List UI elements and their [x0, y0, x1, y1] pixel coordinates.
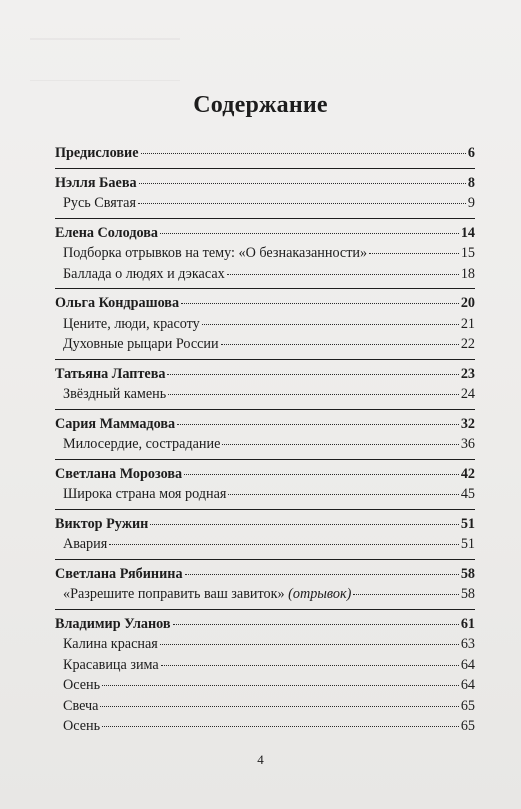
toc-author-entry[interactable]: [55, 173, 475, 194]
dot-leader: [109, 544, 459, 545]
toc-entry-title: Авария: [63, 536, 108, 552]
dot-leader: [185, 574, 459, 575]
toc-entry-title: Светлана Морозова: [55, 465, 183, 482]
toc-page-number: 9: [467, 195, 475, 211]
bleed-through-text: [30, 38, 180, 81]
dot-leader: [102, 726, 459, 727]
dot-leader: [167, 374, 458, 375]
toc-entry-title: Предисловие: [55, 145, 139, 161]
toc-page-number: 45: [460, 486, 475, 502]
section-divider: [55, 609, 475, 610]
toc-page-number: 22: [460, 336, 475, 352]
section-divider: [55, 359, 475, 360]
dot-leader: [202, 324, 459, 325]
toc-page-number: 65: [460, 718, 475, 734]
toc-page-number: 64: [460, 656, 475, 673]
toc-page-number: 58: [460, 565, 475, 582]
dot-leader: [141, 153, 466, 154]
toc-work-entry[interactable]: [55, 314, 475, 335]
toc-page-number: 6: [467, 145, 475, 161]
toc-work-entry[interactable]: [55, 243, 475, 264]
toc-work-entry[interactable]: [55, 193, 475, 214]
section-divider: [55, 559, 475, 560]
toc-work-entry[interactable]: [55, 584, 475, 605]
dot-leader: [222, 444, 458, 445]
dot-leader: [221, 344, 459, 345]
section-divider: [55, 168, 475, 169]
toc-page-number: 15: [460, 245, 475, 261]
toc-page-number: 42: [460, 465, 475, 482]
toc-entry-title: Широка страна моя родная: [63, 486, 227, 502]
toc-entry-title: Елена Солодова: [55, 224, 159, 241]
toc-entry-title: Татьяна Лаптева: [55, 365, 166, 382]
toc-work-entry[interactable]: [55, 696, 475, 717]
toc-entry-title: Калина красная: [63, 636, 158, 652]
toc-entry-title: Русь Святая: [63, 195, 136, 211]
toc-page-number: 18: [460, 265, 475, 282]
dot-leader: [353, 594, 458, 595]
toc-work-entry[interactable]: [55, 434, 475, 455]
toc-entry-title: Красавица зима: [63, 656, 159, 673]
toc-entry-title: Духовные рыцари России: [63, 336, 219, 352]
toc-page-number: 61: [460, 615, 475, 632]
dot-leader: [138, 203, 466, 204]
dot-leader: [139, 183, 466, 184]
toc-work-entry[interactable]: [55, 534, 475, 555]
dot-leader: [228, 494, 458, 495]
toc-work-entry[interactable]: [55, 264, 475, 285]
toc-work-entry[interactable]: [55, 655, 475, 676]
page-number: 4: [257, 752, 264, 767]
dot-leader: [177, 424, 459, 425]
toc-page-number: 51: [460, 515, 475, 532]
toc-author-entry[interactable]: [55, 293, 475, 314]
toc-page-number: 24: [460, 386, 475, 402]
toc-page-number: 65: [460, 697, 475, 714]
toc-page-number: 58: [460, 586, 475, 602]
section-divider: [55, 288, 475, 289]
toc-page-number: 14: [460, 224, 475, 241]
toc-author-entry[interactable]: [55, 464, 475, 485]
toc-entry-title: Виктор Ружин: [55, 515, 149, 532]
toc-page-number: 8: [467, 174, 475, 191]
toc-author-entry[interactable]: [55, 564, 475, 585]
toc-entry-title: «Разрешите поправить ваш завиток»: [63, 586, 285, 602]
section-divider: [55, 509, 475, 510]
toc-work-entry[interactable]: [55, 675, 475, 696]
toc-entry-title: Ольга Кондрашова: [55, 295, 180, 311]
toc-entry-title: Подборка отрывков на тему: «О безнаказанности»: [63, 245, 368, 261]
toc-work-entry[interactable]: [55, 384, 475, 405]
toc-entry-title: Милосердие, сострадание: [63, 436, 221, 452]
section-divider: [55, 218, 475, 219]
toc-author-entry[interactable]: [55, 514, 475, 535]
page-title: Содержание: [193, 92, 328, 118]
toc-entry-title: Звёздный камень: [63, 386, 167, 402]
table-of-contents: [55, 143, 475, 737]
dot-leader: [184, 474, 459, 475]
toc-entry-title: Осень: [63, 677, 101, 693]
dot-leader: [173, 624, 459, 625]
toc-page-number: 32: [460, 415, 475, 432]
toc-work-entry[interactable]: [55, 716, 475, 737]
dot-leader: [160, 644, 459, 645]
dot-leader: [161, 665, 459, 666]
dot-leader: [160, 233, 459, 234]
dot-leader: [100, 706, 458, 707]
toc-entry-note: (отрывок): [288, 586, 352, 602]
dot-leader: [150, 524, 458, 525]
toc-page-number: 21: [460, 315, 475, 332]
toc-entry-title: Сария Маммадова: [55, 415, 176, 432]
toc-author-entry[interactable]: [55, 614, 475, 635]
toc-work-entry[interactable]: [55, 484, 475, 505]
toc-entry-title: Баллада о людях и дэкасах: [63, 265, 225, 282]
toc-page-number: 23: [460, 365, 475, 382]
toc-page-number: 64: [460, 677, 475, 693]
dot-leader: [102, 685, 459, 686]
toc-entry-title: Свеча: [63, 697, 99, 714]
section-divider: [55, 459, 475, 460]
toc-author-entry[interactable]: [55, 414, 475, 435]
toc-author-entry[interactable]: [55, 143, 475, 164]
section-divider: [55, 409, 475, 410]
toc-page-number: 51: [460, 536, 475, 552]
toc-entry-title: Светлана Рябинина: [55, 565, 183, 582]
toc-work-entry[interactable]: [55, 634, 475, 655]
toc-entry-title: Нэлля Баева: [55, 174, 137, 191]
toc-page-number: 36: [460, 436, 475, 452]
dot-leader: [168, 394, 459, 395]
dot-leader: [181, 303, 459, 304]
toc-entry-title: Цените, люди, красоту: [63, 315, 200, 332]
dot-leader: [227, 274, 459, 275]
toc-author-entry[interactable]: [55, 223, 475, 244]
toc-page-number: 20: [460, 295, 475, 311]
toc-work-entry[interactable]: [55, 334, 475, 355]
toc-page-number: 63: [460, 636, 475, 652]
dot-leader: [369, 253, 459, 254]
toc-entry-title: Владимир Уланов: [55, 615, 171, 632]
toc-author-entry[interactable]: [55, 364, 475, 385]
toc-entry-title: Осень: [63, 718, 101, 734]
